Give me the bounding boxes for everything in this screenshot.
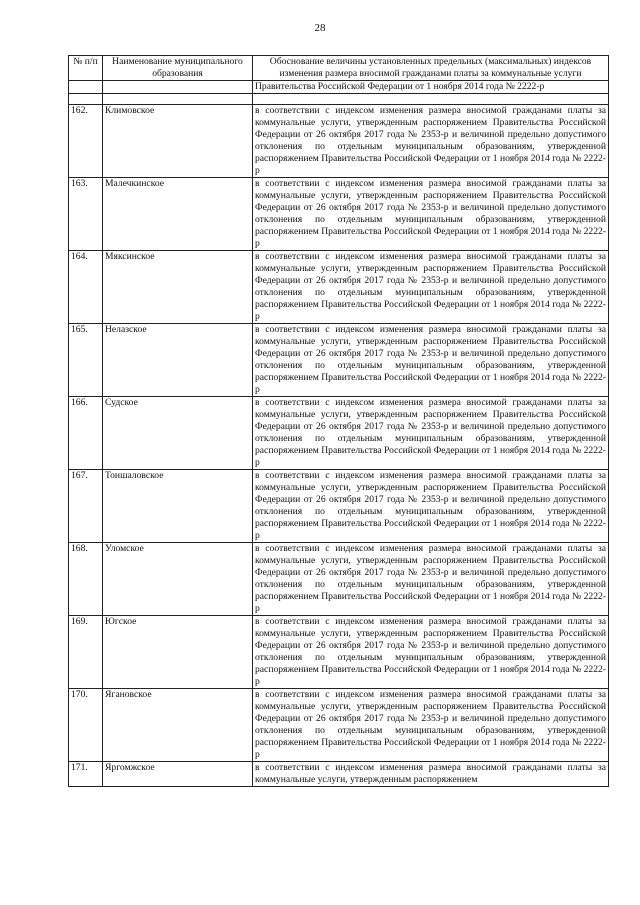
justification-text: в соответствии с индексом изменения размера вносимой гражданами платы за коммунальные услуги, утвержденным распоряжением Правительства Российской Федерации от 26 октября 2017 года № 2353-р и величиной предельно допустимого отклонения по отдельным муниципальным образованиям, утвержденной распоряжением Правительства Российской Федерации от 1 ноября 2014 года № 2222-р bbox=[253, 251, 609, 324]
row-number: 169. bbox=[69, 616, 103, 689]
table-row bbox=[69, 324, 609, 397]
justification-text: в соответствии с индексом изменения размера вносимой гражданами платы за коммунальные услуги, утвержденным распоряжением Правительства Российской Федерации от 26 октября 2017 года № 2353-р и величиной предельно допустимого отклонения по отдельным муниципальным образованиям, утвержденной распоряжением Правительства Российской Федерации от 1 ноября 2014 года № 2222-р bbox=[253, 689, 609, 762]
justification-text: в соответствии с индексом изменения размера вносимой гражданами платы за коммунальные услуги, утвержденным распоряжением Правительства Российской Федерации от 26 октября 2017 года № 2353-р и величиной предельно допустимого отклонения по отдельным муниципальным образованиям, утвержденной распоряжением Правительства Российской Федерации от 1 ноября 2014 года № 2222-р bbox=[253, 543, 609, 616]
justification-text: в соответствии с индексом изменения размера вносимой гражданами платы за коммунальные услуги, утвержденным распоряжением Правительства Российской Федерации от 26 октября 2017 года № 2353-р и величиной предельно допустимого отклонения по отдельным муниципальным образованиям, утвержденной распоряжением Правительства Российской Федерации от 1 ноября 2014 года № 2222-р bbox=[253, 178, 609, 251]
row-number: 170. bbox=[69, 689, 103, 762]
justification-text: в соответствии с индексом изменения размера вносимой гражданами платы за коммунальные услуги, утвержденным распоряжением Правительства Российской Федерации от 26 октября 2017 года № 2353-р и величиной предельно допустимого отклонения по отдельным муниципальным образованиям, утвержденной распоряжением Правительства Российской Федерации от 1 ноября 2014 года № 2222-р bbox=[253, 105, 609, 178]
table-row bbox=[69, 105, 609, 178]
row-number: 162. bbox=[69, 105, 103, 178]
municipality-name: Яргомжское bbox=[103, 762, 253, 787]
row-number: 164. bbox=[69, 251, 103, 324]
municipality-name: Климовское bbox=[103, 105, 253, 178]
justification-text: в соответствии с индексом изменения размера вносимой гражданами платы за коммунальные услуги, утвержденным распоряжением Правительства Российской Федерации от 26 октября 2017 года № 2353-р и величиной предельно допустимого отклонения по отдельным муниципальным образованиям, утвержденной распоряжением Правительства Российской Федерации от 1 ноября 2014 года № 2222-р bbox=[253, 616, 609, 689]
continuation-row bbox=[69, 81, 609, 94]
justification-text: в соответствии с индексом изменения размера вносимой гражданами платы за коммунальные услуги, утвержденным распоряжением Правительства Российской Федерации от 26 октября 2017 года № 2353-р и величиной предельно допустимого отклонения по отдельным муниципальным образованиям, утвержденной распоряжением Правительства Российской Федерации от 1 ноября 2014 года № 2222-р bbox=[253, 324, 609, 397]
row-number: 167. bbox=[69, 470, 103, 543]
table-row bbox=[69, 543, 609, 616]
municipality-name: Судское bbox=[103, 397, 253, 470]
municipality-name: Тоншаловское bbox=[103, 470, 253, 543]
justification-text: в соответствии с индексом изменения размера вносимой гражданами платы за коммунальные услуги, утвержденным распоряжением bbox=[253, 762, 609, 787]
table-row bbox=[69, 762, 609, 787]
table-row bbox=[69, 470, 609, 543]
justification-text: в соответствии с индексом изменения размера вносимой гражданами платы за коммунальные услуги, утвержденным распоряжением Правительства Российской Федерации от 26 октября 2017 года № 2353-р и величиной предельно допустимого отклонения по отдельным муниципальным образованиям, утвержденной распоряжением Правительства Российской Федерации от 1 ноября 2014 года № 2222-р bbox=[253, 397, 609, 470]
row-number: 166. bbox=[69, 397, 103, 470]
table-row bbox=[69, 616, 609, 689]
table-header-row bbox=[69, 56, 609, 81]
table-row bbox=[69, 178, 609, 251]
continuation-text: Правительства Российской Федерации от 1 ноября 2014 года № 2222-р bbox=[253, 81, 609, 94]
row-number: 163. bbox=[69, 178, 103, 251]
row-number: 165. bbox=[69, 324, 103, 397]
municipality-name: Уломское bbox=[103, 543, 253, 616]
municipality-name: Нелазское bbox=[103, 324, 253, 397]
page-number: 28 bbox=[314, 22, 326, 34]
table-row bbox=[69, 689, 609, 762]
municipality-name: Мяксинское bbox=[103, 251, 253, 324]
justification-text: в соответствии с индексом изменения размера вносимой гражданами платы за коммунальные услуги, утвержденным распоряжением Правительства Российской Федерации от 26 октября 2017 года № 2353-р и величиной предельно допустимого отклонения по отдельным муниципальным образованиям, утвержденной распоряжением Правительства Российской Федерации от 1 ноября 2014 года № 2222-р bbox=[253, 470, 609, 543]
row-number: 171. bbox=[69, 762, 103, 787]
header-name: Наименование муниципального образования bbox=[103, 56, 253, 81]
municipality-name: Ягановское bbox=[103, 689, 253, 762]
municipality-name: Югское bbox=[103, 616, 253, 689]
header-num: № п/п bbox=[69, 56, 103, 81]
header-justification: Обоснование величины установленных предельных (максимальных) индексов изменения размера вносимой гражданами платы за коммунальные услуги bbox=[253, 56, 609, 81]
table-row bbox=[69, 251, 609, 324]
row-number: 168. bbox=[69, 543, 103, 616]
table-row bbox=[69, 397, 609, 470]
spacer-row bbox=[69, 94, 609, 105]
municipal-index-table bbox=[68, 55, 609, 787]
municipality-name: Малечкинское bbox=[103, 178, 253, 251]
